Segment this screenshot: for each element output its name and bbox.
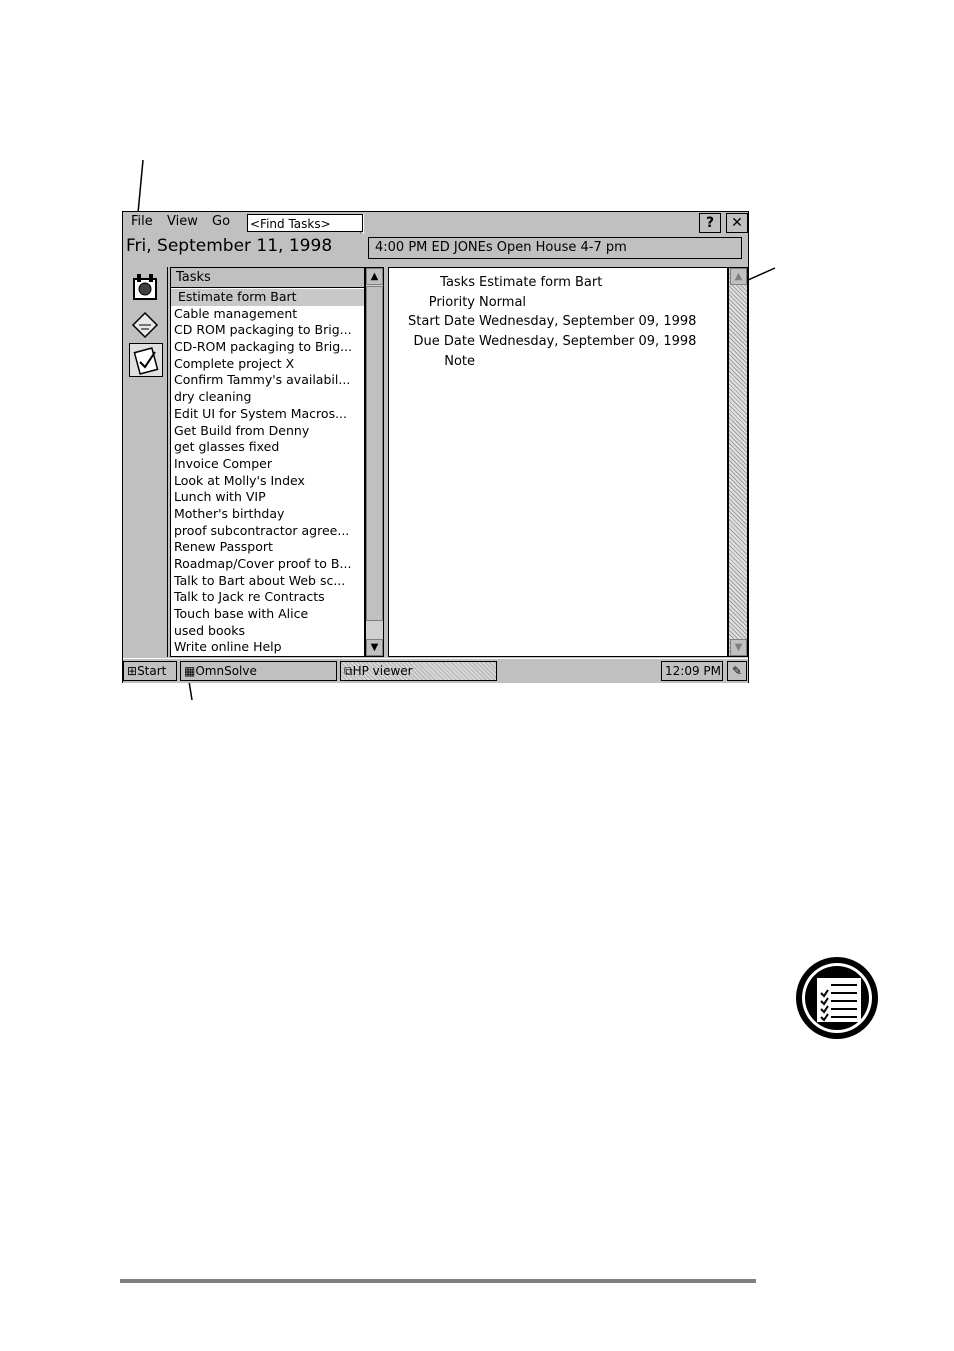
detail-start-row	[389, 312, 696, 332]
tasks-app-screen	[122, 211, 749, 683]
find-tasks-input[interactable]: <Find Tasks>	[247, 214, 363, 232]
menu-view[interactable]: View	[167, 214, 198, 229]
task-list	[170, 267, 365, 657]
list-item[interactable]: Mother's birthday	[174, 505, 285, 521]
list-item[interactable]: Write online Help	[174, 639, 282, 655]
scroll-up-arrow-icon[interactable]: ▲	[730, 268, 747, 285]
task-list-scrollbar[interactable]	[365, 267, 384, 657]
list-item[interactable]: Touch base with Alice	[174, 606, 309, 622]
task-list-header[interactable]: Tasks	[171, 268, 364, 288]
detail-due-row	[389, 332, 696, 352]
hp-viewer-label: HP viewer	[352, 664, 413, 678]
detail-note-row	[389, 352, 475, 372]
book-icon: ⧉	[344, 664, 353, 678]
appointment-banner[interactable]: 4:00 PM ED JONEs Open House 4-7 pm	[368, 237, 742, 259]
taskbar	[123, 658, 748, 683]
detail-start-value[interactable]: Wednesday, September 09, 1998	[479, 314, 697, 329]
list-item[interactable]: Confirm Tammy's availabil...	[174, 372, 351, 388]
list-item[interactable]: Renew Passport	[174, 539, 273, 555]
scroll-down-arrow-icon[interactable]: ▼	[730, 639, 747, 656]
omnisolve-label: OmnSolve	[195, 664, 257, 678]
task-list-icon	[795, 956, 880, 1041]
contacts-icon[interactable]	[129, 309, 161, 341]
stylus-icon[interactable]: ✎	[727, 661, 747, 681]
detail-scrollbar[interactable]	[728, 267, 748, 657]
calculator-icon: ▦	[184, 664, 196, 678]
list-item[interactable]: CD-ROM packaging to Brig...	[174, 339, 353, 355]
taskbar-item-omnisolve[interactable]	[180, 661, 337, 681]
list-item[interactable]: Cable management	[174, 305, 298, 321]
start-label: Start	[137, 664, 167, 678]
detail-task-label: Tasks	[440, 275, 475, 290]
list-item[interactable]: Edit UI for System Macros...	[174, 405, 347, 421]
detail-priority-row	[389, 293, 526, 313]
detail-start-label: Start Date	[408, 314, 475, 329]
taskbar-clock: 12:09 PM	[661, 661, 723, 681]
detail-note-label: Note	[444, 354, 475, 369]
list-item[interactable]: Complete project X	[174, 355, 295, 371]
scroll-down-arrow-icon[interactable]: ▼	[366, 639, 383, 656]
windows-logo-icon: ⊞	[127, 664, 138, 678]
scroll-thumb[interactable]	[366, 286, 383, 621]
list-item[interactable]: dry cleaning	[174, 389, 252, 405]
list-item[interactable]: Talk to Jack re Contracts	[174, 589, 325, 605]
list-item[interactable]: Invoice Comper	[174, 455, 272, 471]
list-item[interactable]: Get Build from Denny	[174, 422, 310, 438]
detail-task-value[interactable]: Estimate form Bart	[479, 275, 603, 290]
list-item[interactable]: used books	[174, 622, 246, 638]
detail-due-label: Due Date	[413, 334, 475, 349]
start-button[interactable]	[123, 661, 177, 681]
tasks-icon[interactable]	[129, 343, 163, 377]
list-item[interactable]: Talk to Bart about Web sc...	[174, 572, 346, 588]
menu-file[interactable]: File	[131, 214, 153, 229]
task-detail-pane	[388, 267, 728, 657]
menu-go[interactable]: Go	[212, 214, 231, 229]
list-item[interactable]: Estimate form Bart	[171, 289, 364, 306]
detail-due-value[interactable]: Wednesday, September 09, 1998	[479, 334, 697, 349]
close-button[interactable]: ✕	[726, 213, 748, 233]
scroll-up-arrow-icon[interactable]: ▲	[366, 268, 383, 285]
detail-priority-value[interactable]: Normal	[479, 295, 527, 310]
footer-rule	[120, 1279, 756, 1283]
list-item[interactable]: Lunch with VIP	[174, 489, 266, 505]
app-icon-bar	[124, 267, 168, 657]
taskbar-item-hp-viewer[interactable]	[340, 661, 497, 681]
list-item[interactable]: CD ROM packaging to Brig...	[174, 322, 352, 338]
current-date: Fri, September 11, 1998	[126, 236, 333, 256]
list-item[interactable]: Roadmap/Cover proof to B...	[174, 556, 352, 571]
detail-priority-label: Priority	[428, 295, 475, 310]
list-item[interactable]: Look at Molly's Index	[174, 472, 305, 488]
help-button[interactable]: ?	[699, 213, 721, 233]
calendar-icon[interactable]	[129, 271, 161, 303]
list-item[interactable]: proof subcontractor agree...	[174, 522, 350, 538]
detail-task-row	[389, 273, 602, 293]
list-item[interactable]: get glasses fixed	[174, 439, 280, 455]
